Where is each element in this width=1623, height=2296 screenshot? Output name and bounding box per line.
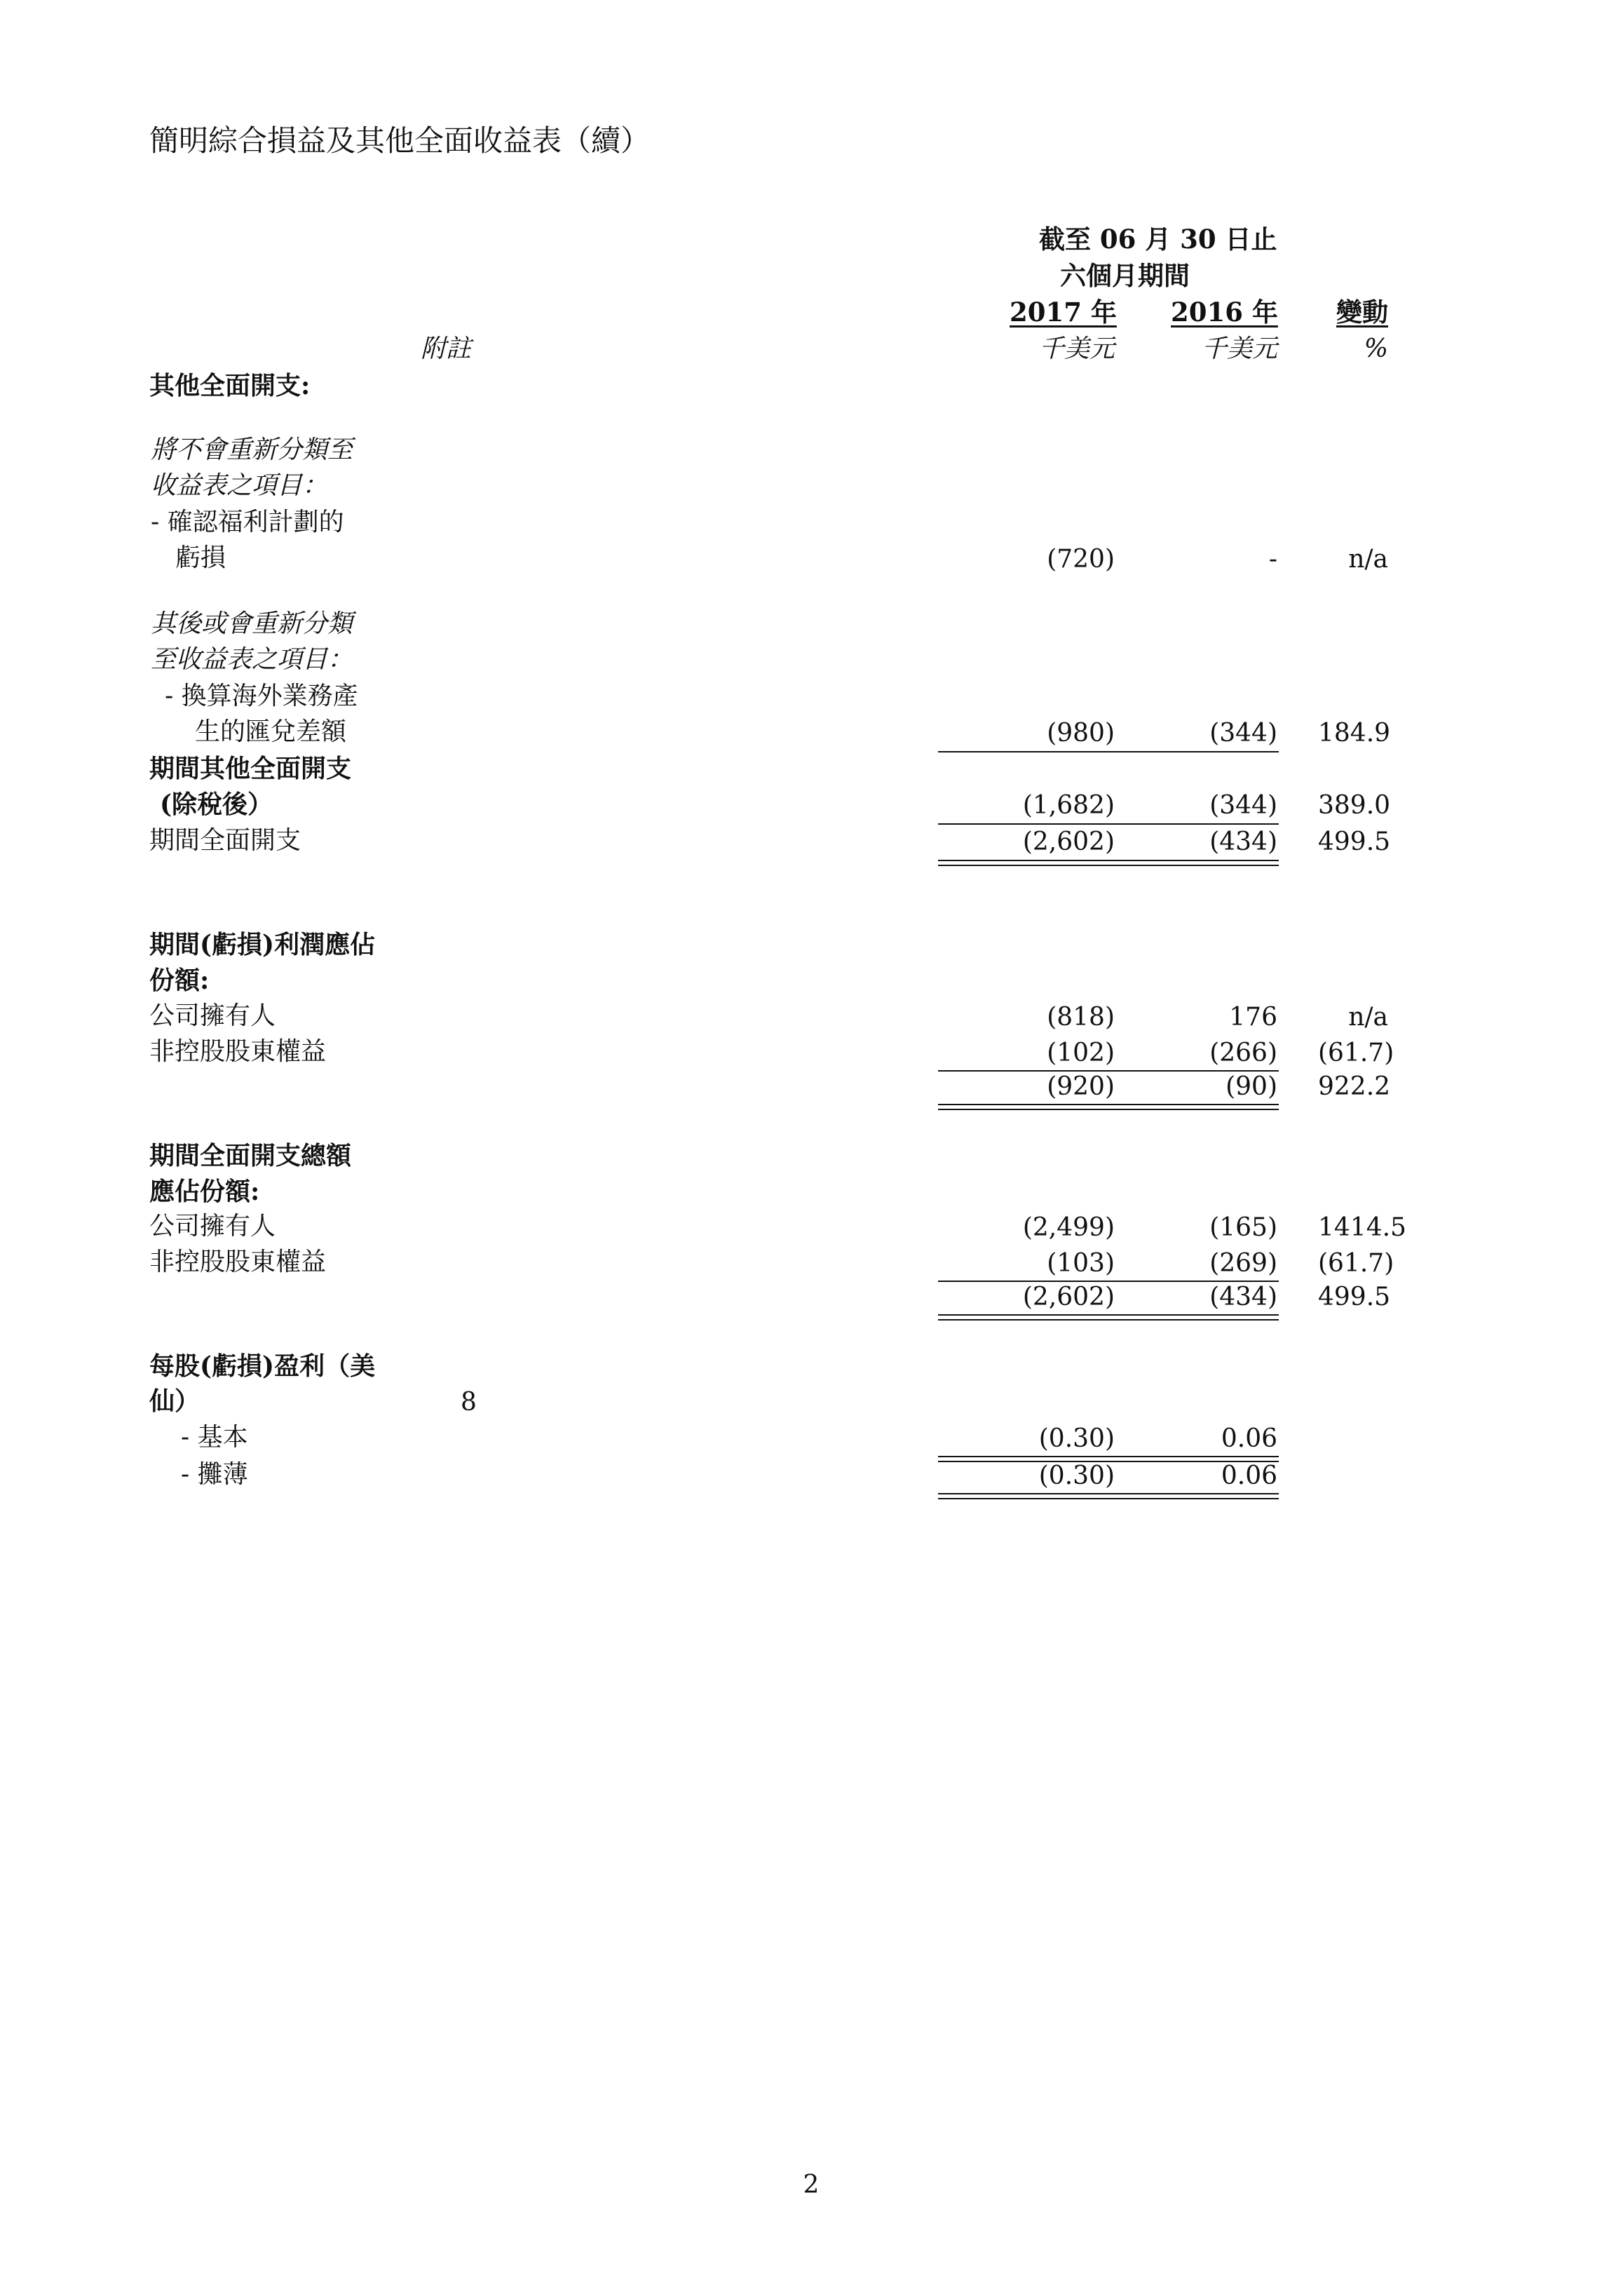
pl-nci-2017: (102) (1047, 1039, 1115, 1067)
total-comprehensive-change: 499.5 (1318, 828, 1391, 856)
oci-total-label-line1: 期間其他全面開支 (149, 754, 352, 783)
oci-heading: 其他全面開支: (149, 371, 311, 400)
column-header-2016: 2016 年 (1171, 297, 1278, 327)
eps-diluted-label: - 攤薄 (181, 1460, 248, 1489)
tci-total-2017: (2,602) (1022, 1283, 1115, 1311)
period-header-line1: 截至 06 月 30 日止 (1039, 224, 1277, 255)
column-header-2017: 2017 年 (1010, 297, 1117, 327)
total-comprehensive-2017: (2,602) (1022, 828, 1115, 856)
eps-label-line1: 每股(虧損)盈利（美 (149, 1351, 376, 1381)
eps-basic-label: - 基本 (181, 1423, 248, 1452)
rule-after-pl-nci (938, 1070, 1279, 1072)
double-rule-total-comprehensive-top (938, 860, 1279, 861)
reclassified-heading-line2: 至收益表之項目： (151, 645, 353, 674)
reclassified-heading-line1: 其後或會重新分類 (151, 609, 353, 638)
tci-attributable-label-line2: 應佔份額: (149, 1177, 260, 1206)
pl-owners-label: 公司擁有人 (149, 1001, 276, 1030)
page-number: 2 (803, 2170, 820, 2199)
tci-total-2016: (434) (1209, 1283, 1277, 1311)
pl-total-2016: (90) (1225, 1072, 1277, 1101)
not-reclassified-heading-line2: 收益表之項目： (151, 471, 328, 500)
rule-after-oci-total (938, 823, 1279, 825)
period-header-line2: 六個月期間 (1060, 260, 1190, 291)
double-rule-tci-total-bottom (938, 1319, 1279, 1321)
defined-benefit-label-line1: - 確認福利計劃的 (151, 508, 344, 536)
pl-attributable-label-line2: 份額: (149, 966, 210, 995)
total-comprehensive-label: 期間全面開支 (149, 826, 301, 855)
oci-total-label-line2: (除稅後） (160, 790, 273, 819)
eps-label-line2: 仙） (149, 1386, 201, 1416)
defined-benefit-label-line2: 虧損 (175, 543, 226, 572)
rule-after-fx (938, 751, 1279, 752)
unit-2017: 千美元 (1038, 335, 1115, 363)
defined-benefit-2017: (720) (1047, 545, 1115, 574)
defined-benefit-2016: - (1268, 545, 1277, 574)
double-rule-diluted-top (938, 1493, 1279, 1494)
tci-nci-2016: (269) (1209, 1249, 1277, 1278)
rule-after-tci-nci (938, 1281, 1279, 1282)
tci-attributable-label-line1: 期間全面開支總額 (149, 1141, 352, 1170)
double-rule-pl-total-bottom (938, 1109, 1279, 1110)
oci-total-2017: (1,682) (1022, 791, 1115, 820)
oci-total-change: 389.0 (1318, 791, 1391, 820)
not-reclassified-heading-line1: 將不會重新分類至 (151, 435, 353, 464)
pl-owners-change: n/a (1348, 1003, 1388, 1032)
total-comprehensive-2016: (434) (1209, 828, 1277, 856)
pl-total-2017: (920) (1047, 1072, 1115, 1101)
unit-change: % (1364, 335, 1388, 363)
pl-nci-2016: (266) (1209, 1039, 1277, 1067)
unit-2016: 千美元 (1201, 335, 1277, 363)
oci-total-2016: (344) (1209, 791, 1277, 820)
eps-basic-2017: (0.30) (1038, 1424, 1115, 1453)
fx-difference-label-line1: - 換算海外業務產 (165, 682, 358, 710)
pl-nci-label: 非控股股東權益 (149, 1037, 327, 1066)
tci-owners-label: 公司擁有人 (149, 1212, 276, 1241)
defined-benefit-change: n/a (1348, 545, 1388, 574)
fx-difference-change: 184.9 (1318, 719, 1391, 748)
fx-difference-2016: (344) (1209, 719, 1277, 748)
tci-owners-2016: (165) (1209, 1213, 1277, 1242)
pl-owners-2017: (818) (1047, 1003, 1115, 1032)
tci-total-change: 499.5 (1318, 1283, 1391, 1311)
page-title: 簡明綜合損益及其他全面收益表（續） (149, 123, 651, 158)
eps-diluted-2016: 0.06 (1221, 1461, 1277, 1490)
pl-total-change: 922.2 (1318, 1072, 1391, 1101)
tci-owners-2017: (2,499) (1022, 1213, 1115, 1242)
eps-note-reference: 8 (461, 1388, 477, 1417)
fx-difference-2017: (980) (1047, 719, 1115, 748)
tci-owners-change: 1414.5 (1318, 1213, 1406, 1242)
eps-diluted-2017: (0.30) (1038, 1461, 1115, 1490)
pl-nci-change: (61.7) (1318, 1039, 1394, 1067)
eps-basic-2016: 0.06 (1221, 1424, 1277, 1453)
pl-attributable-label-line1: 期間(虧損)利潤應佔 (149, 930, 376, 959)
column-header-change: 變動 (1336, 297, 1388, 327)
double-rule-tci-total-top (938, 1314, 1279, 1316)
tci-nci-change: (61.7) (1318, 1249, 1394, 1278)
tci-nci-label: 非控股股東權益 (149, 1248, 327, 1276)
fx-difference-label-line2: 生的匯兌差額 (195, 717, 347, 746)
pl-owners-2016: 176 (1229, 1003, 1277, 1032)
double-rule-basic-top (938, 1456, 1279, 1457)
double-rule-diluted-bottom (938, 1498, 1279, 1499)
double-rule-total-comprehensive-bottom (938, 865, 1279, 866)
tci-nci-2017: (103) (1047, 1249, 1115, 1278)
double-rule-pl-total-top (938, 1104, 1279, 1105)
note-column-header: 附註 (421, 335, 472, 363)
